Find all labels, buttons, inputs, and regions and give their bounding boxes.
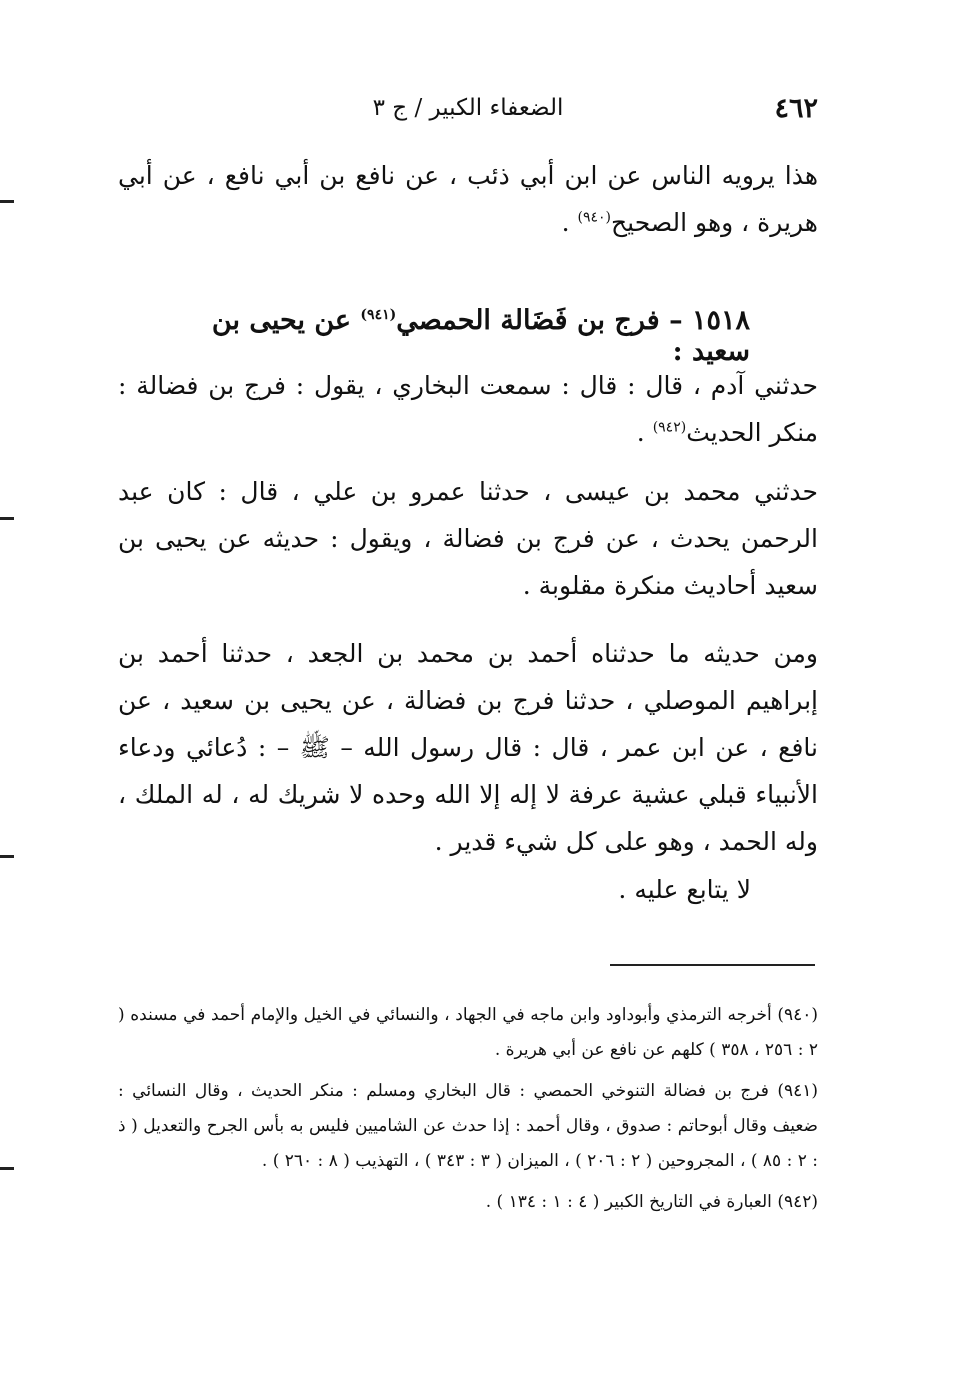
margin-mark [0,200,14,203]
paragraph: حدثني محمد بن عيسى ، حدثنا عمرو بن علي ، قال : كان عبد الرحمن يحدث ، عن فرج بن فضالة ، ويقول : حديثه عن يحيى بن سعيد أحاديث منكرة مقلوبة . [118,477,818,600]
paragraph-text: . [636,418,653,447]
running-header [118,93,818,127]
entry-number: ١٥١٨ – [659,305,750,336]
margin-mark [0,855,14,858]
margin-mark [0,1167,14,1170]
footnote: (٩٤٠) أخرجه الترمذي وأبوداود وابن ماجه في الجهاد ، والنسائي في الخيل والإمام أحمد في مسنده ( ٢ : ٢٥٦ ، ٣٥٨ ) كلهم عن نافع عن أبي هريرة . [118,1005,818,1060]
book-title: الضعفاء الكبير / ج ٣ [372,95,564,121]
paragraph-text: . [561,208,578,237]
footnote-divider [610,964,815,966]
page-number: ٤٦٢ [774,93,818,124]
footnote-ref: (٩٤١) [360,307,397,323]
paragraph [118,152,818,246]
footnote: (٩٤١) فرج بن فضالة التنوخي الحمصي : قال البخاري ومسلم : منكر الحديث ، وقال النسائي : ضعيف وقال أبوحاتم : صدوق ، وقال أحمد : إذا حدث عن الشاميين فليس به بأس الجرح والتعديل ( ذ : ٢ : ٨٥ ) ، المجروحين ( ٢ : ٢٠٦ ) ، الميزان ( ٣ : ٣٤٣ ) ، التهذيب ( ٨ : ٢٦٠ ) . [118,1081,818,1171]
footnote: (٩٤٢) العبارة في التاريخ الكبير ( ٤ : ١ : ١٣٤ ) . [485,1192,818,1212]
paragraph-text: حدثني آدم ، قال : قال : سمعت البخاري ، يقول : فرج بن فضالة : منكر الحديث [118,371,818,447]
entry-heading [150,305,750,367]
paragraph-text: هذا يرويه الناس عن ابن أبي ذئب ، عن نافع بن أبي نافع ، عن أبي هريرة ، وهو الصحيح [118,161,818,237]
margin-mark [0,517,14,520]
paragraph: ومن حديثه ما حدثناه أحمد بن محمد بن الجعد ، حدثنا أحمد بن إبراهيم الموصلي ، حدثنا فرج بن فضالة ، عن يحيى بن سعيد ، عن نافع ، عن ابن عمر ، قال : قال رسول الله – ﷺ – : دُعائي ودعاء الأنبياء قبلي عشية عرفة لا إله إلا الله وحده لا شريك له ، له الملك ، وله الحمد ، وهو على كل شيء قدير . [118,639,818,856]
entry-name: فرج بن فَضَالة الحمصي [396,305,660,336]
paragraph: لا يتابع عليه . [618,875,751,904]
entry-rest: عن يحيى بن سعيد : [211,305,750,367]
footnotes [118,998,818,1226]
footnote-ref: (٩٤٢) [652,419,687,436]
footnote-ref: (٩٤٠) [577,209,612,226]
paragraph [118,362,818,456]
